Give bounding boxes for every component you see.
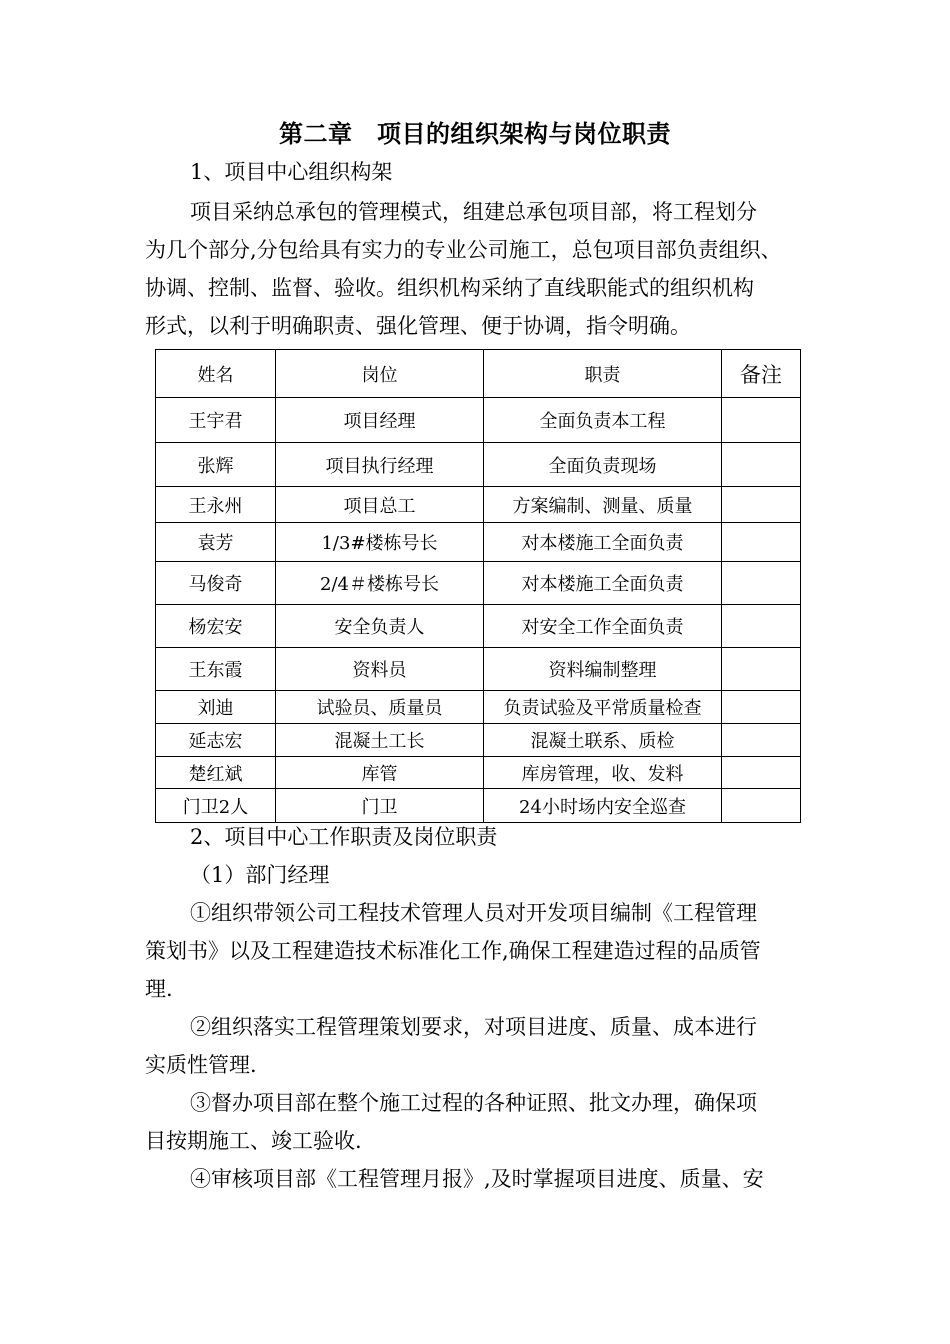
cell-remark [722,648,801,691]
table-row [156,443,801,487]
cell-position: 门卫 [276,789,484,823]
cell-name: 袁芳 [156,523,276,562]
section-heading-org-structure: 1、项目中心组织构架 [190,160,393,184]
section-heading-duties: 2、项目中心工作职责及岗位职责 [190,825,498,849]
cell-name: 马俊奇 [156,562,276,605]
duty-item-line: ③督办项目部在整个施工过程的各种证照、批文办理，确保项 [190,1091,757,1115]
header-cell-remark: 备注 [722,350,801,398]
chapter-title: 第二章 项目的组织架构与岗位职责 [279,119,671,148]
duty-item-line: ④审核项目部《工程管理月报》,及时掌握项目进度、质量、安 [190,1167,764,1191]
duty-item-line: 策划书》以及工程建造技术标准化工作,确保工程建造过程的品质管 [145,939,761,963]
cell-name: 延志宏 [156,724,276,757]
duty-item-line: ①组织带领公司工程技术管理人员对开发项目编制《工程管理 [190,901,757,925]
cell-remark [722,487,801,523]
duty-item-line: ②组织落实工程管理策划要求，对项目进度、质量、成本进行 [190,1015,757,1039]
table-row [156,691,801,724]
paragraph-line: 项目采纳总承包的管理模式，组建总承包项目部，将工程划分 [190,200,757,224]
paragraph-line: 协调、控制、监督、验收。组织机构采纳了直线职能式的组织机构 [145,276,754,300]
cell-duty: 方案编制、测量、质量 [484,487,722,523]
cell-position: 混凝土工长 [276,724,484,757]
cell-name: 王东霞 [156,648,276,691]
cell-position: 库管 [276,757,484,789]
cell-remark [722,757,801,789]
cell-duty: 对安全工作全面负责 [484,605,722,648]
table-row [156,487,801,523]
cell-position: 安全负责人 [276,605,484,648]
cell-position: 1/3#楼栋号长 [276,523,484,562]
cell-duty: 24小时场内安全巡查 [484,789,722,823]
cell-name: 楚红斌 [156,757,276,789]
staff-table [155,349,801,823]
cell-name: 杨宏安 [156,605,276,648]
cell-remark [722,398,801,443]
cell-name: 刘迪 [156,691,276,724]
table-row [156,724,801,757]
duty-item-line: 理. [145,977,173,1001]
cell-duty: 对本楼施工全面负责 [484,523,722,562]
table-header-row [156,350,801,398]
cell-duty: 负责试验及平常质量检查 [484,691,722,724]
duty-item-line: 目按期施工、竣工验收. [145,1129,362,1153]
cell-position: 项目总工 [276,487,484,523]
cell-remark [722,691,801,724]
cell-remark [722,562,801,605]
subheading-department-manager: （1）部门经理 [190,863,330,887]
cell-name: 门卫2人 [156,789,276,823]
cell-remark [722,724,801,757]
cell-position: 资料员 [276,648,484,691]
cell-duty: 库房管理，收、发料 [484,757,722,789]
paragraph-line: 为几个部分,分包给具有实力的专业公司施工，总包项目部负责组织、 [145,238,782,262]
paragraph-line: 形式，以利于明确职责、强化管理、便于协调，指令明确。 [145,314,691,338]
table-row [156,757,801,789]
cell-name: 张辉 [156,443,276,487]
cell-remark [722,605,801,648]
cell-remark [722,523,801,562]
cell-duty: 资料编制整理 [484,648,722,691]
header-cell-position: 岗位 [276,350,484,398]
header-cell-name: 姓名 [156,350,276,398]
table-row [156,648,801,691]
cell-position: 试验员、质量员 [276,691,484,724]
cell-position: 2/4＃楼栋号长 [276,562,484,605]
cell-duty: 全面负责现场 [484,443,722,487]
cell-remark [722,789,801,823]
table-row [156,398,801,443]
cell-duty: 全面负责本工程 [484,398,722,443]
table-row [156,605,801,648]
cell-position: 项目经理 [276,398,484,443]
cell-name: 王永州 [156,487,276,523]
cell-position: 项目执行经理 [276,443,484,487]
cell-duty: 对本楼施工全面负责 [484,562,722,605]
cell-duty: 混凝土联系、质检 [484,724,722,757]
table-row [156,523,801,562]
header-cell-duty: 职责 [484,350,722,398]
cell-remark [722,443,801,487]
table-row [156,562,801,605]
cell-name: 王宇君 [156,398,276,443]
table-row [156,789,801,823]
duty-item-line: 实质性管理. [145,1053,257,1077]
